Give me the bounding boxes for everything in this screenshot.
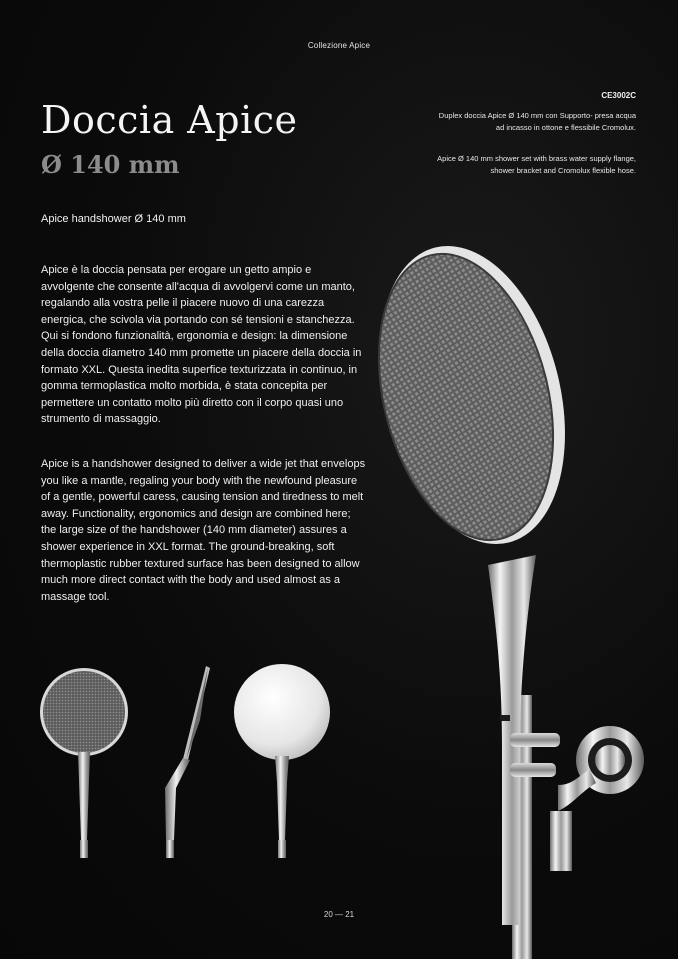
body-text-italian: Apice è la doccia pensata per erogare un getto ampio e avvolgente che consente all'acqua di avvolgervi come un manto, regalando alla vostra pelle il piacere nuovo di una carezza energica, che scivola via portando con sé tensioni e stanchezza. Qui si fondono funzionalità, ergonomia e design: la dimensione della doccia diametro 140 mm promette un piacere della doccia in formato XXL. Questa inedita superfice texturizzata in continuo, in gomma termoplastica molto morbida, è stata concepita per permettere un contatto molto più diretto con il corpo quasi uno strumento di massaggio. — [41, 264, 362, 426]
product-description-en: Apice Ø 140 mm shower set with brass water supply flange, shower bracket and Cromolux flexible hose. — [437, 154, 636, 175]
page-number: 20 — 21 — [323, 910, 355, 919]
handshower-side-view — [150, 660, 220, 870]
page-subtitle: Ø 140 mm — [41, 150, 180, 179]
handshower-front-view — [34, 660, 134, 870]
handshower-hero-image — [360, 225, 678, 959]
collection-header: Collezione Apice — [307, 41, 371, 50]
page-title: Doccia Apice — [41, 98, 298, 142]
product-description-it: Duplex doccia Apice Ø 140 mm con Supporto- presa acqua ad incasso in ottone e flessibile Cromolux. — [438, 111, 636, 132]
handshower-back-view — [226, 660, 336, 870]
body-text-english: Apice is a handshower designed to deliver a wide jet that envelops you like a mantle, regaling your body with the newfound pleasure of a gentle, powerful caress, causing tension and tiredness to melt away. Functionality, ergonomics and design are combined here; the large size of the handshower (140 mm diameter) assures a shower experience in XXL format. The ground-breaking, soft thermoplastic rubber textured surface has been designed to allow much more direct contact with the body and used almost as a massage tool. — [41, 458, 366, 603]
product-name: Apice handshower Ø 140 mm — [41, 213, 186, 225]
product-code: CE3002C — [601, 91, 636, 100]
